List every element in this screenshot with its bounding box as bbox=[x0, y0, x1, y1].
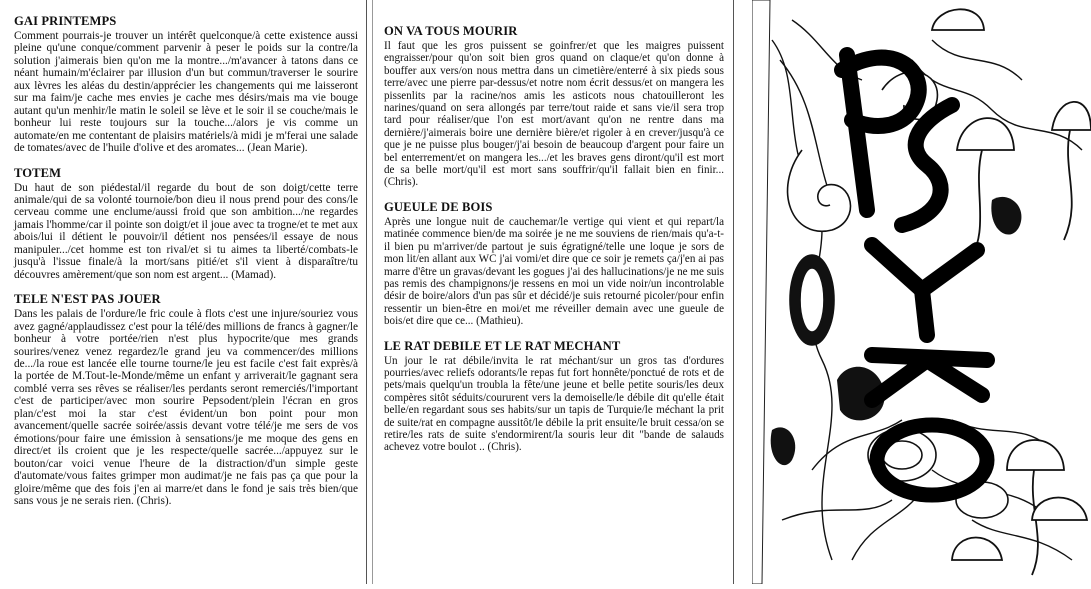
section-body: Du haut de son piédestal/il regarde du bout de son doigt/cette terre animale/qui de sa volonté tournoie/bon dieu il nous prend pour des cons/le cerveau comme une enclume/aussi froid que son ambition.../ne regardes jamais l'homme/car il pointe son doigt/et il joue avec ta trogne/et te met aux abois/lui il détient le pouvoir/il détient nos pensées/il essaye de nous manipuler.../cet homme est ton rival/et si tu aimes ta liberté/combats-le jusqu'à l'issue finale/à la mort/sans pitié/et s'il vient à disparaître/tu découvres amèrement/que son nom est argent... (Mamad). bbox=[14, 181, 358, 281]
middle-section bbox=[384, 200, 724, 328]
page-fold-right bbox=[733, 0, 734, 584]
left-section bbox=[14, 166, 358, 282]
section-title: TELE N'EST PAS JOUER bbox=[14, 292, 161, 307]
section-title: GUEULE DE BOIS bbox=[384, 199, 493, 214]
scan-edge-mark bbox=[372, 0, 373, 584]
section-body: Dans les palais de l'ordure/le fric coule à flots c'est une injure/souriez vous avez gagné/applaudissez c'est pour la télé/des millions de francs à gagner/le bonheur à votre portée/rien n'est plus hypocrite/que mes grands sourires/venez venez regardez/le grand jeu va commencer/des millions de.../la roue est lancée elle tourne tourne/le jeu est facile c'est fait exprès/à la portée de M.Tout-le-Monde/même un enfant y arriverait/le gagnant sera comblé verra ses rêves se réaliser/les perdants seront remerciés/l'important c'est de participer/avec mon sourire Pepsodent/plein l'écran en gros plan/c'est moi la star c'est évident/un bon point pour mon avancement/quelle sacrée soirée/assis devant votre télé/je me sers de vos émotions/pour faire une émission à sensations/je me moque des gens en direct/et ils croient que je les respecte/quelle sacrée.../appuyez sur le bouton/car voici venue l'heure de la distraction/d'un simple geste d'automate/vous faites grimper mon audimat/je ne fais pas ça que pour la gloire/même que des fois j'en ai marre/et dans le fond je sais très bien/que sans vous je ne serais rien. (Chris). bbox=[14, 308, 358, 507]
middle-text-column bbox=[380, 0, 726, 584]
middle-section bbox=[384, 24, 724, 189]
page-fold-left bbox=[366, 0, 367, 584]
section-body: Il faut que les gros puissent se goinfrer/et que les maigres puissent engraisser/pour qu'on soit bien gros quand on claque/et qu'on donne à bouffer aux vers/on nous mettra dans un cimetière/enterré à six pieds sous terre/avec une pierre par-dessus/et notre nom écrit dessus/et on mangera les pissenlits par la racine/nos amis les asticots nous chatouilleront les narines/quand on sera allongés par terre/tout raide et sans vie/il sera trop tard pour réaliser/que l'on est mort/avant qu'on ne rentre dans ma dernière/j'aimerais boire une dernière bière/et rigoler à en crever/jusqu'à ce que je ne puisse plus bouger/j'ai besoin de beaucoup d'argent pour faire un bel enterrement/et on mangera les.../et les braves gens diront/qu'il est mort de sa belle mort/qu'il est mort sans souffrir/qu'il fallait bien en finir... (Chris). bbox=[384, 40, 724, 189]
section-body: Après une longue nuit de cauchemar/le vertige qui vient et qui repart/la matinée commence bien/de ma soirée je ne me souviens de rien/mais qu'a-t-il bien pu m'arriver/de partout je suis égratigné/telle une loque je sors de mon lit/en allant aux WC j'ai vomi/et dire que ce soir je remets ça/j'en ai pas marre d'être un gravas/devant les gogues j'ai des hallucinations/je ne me suis pas remis des champignons/je ressens en moi un vide noir/un incontrolable désir de boire/alors d'un pas sûr et décidé/je suis retourné picoler/pour enfin ressentir un bien-être en moi/et me réveiller demain avec une gueule de bois/et dire que ce... (Mathieu). bbox=[384, 215, 724, 328]
cover-artwork bbox=[752, 0, 1091, 584]
section-title: LE RAT DEBILE ET LE RAT MECHANT bbox=[384, 338, 621, 353]
middle-section bbox=[384, 339, 724, 454]
section-title: ON VA TOUS MOURIR bbox=[384, 24, 518, 38]
section-body: Comment pourrais-je trouver un intérêt quelconque/à cette existence aussi pleine qu'une conque/comment parvenir à peser le poids sur la contre/la solution j'aimerais bien qu'on me la montre.../m'avancer à tatons dans ce néant humain/m'éclairer par illusion d'un but commun/traverser le sourire aux lèvres les aléas du destin/apprécier les changements qui me laisseront sur ma faim/je cache mes envies je cache mes désirs/mais ma vie bouge autant qu'un menhir/le matin le soleil se lève et le soir il se couche/mais le bonheur lui reste toujours sur la touche.../alors je vis comme un automate/en me contentant de plaisirs matériels/à midi je m'ferai une salade de tomates/avec de l'huile d'olive et des aromates... (Jean Marie). bbox=[14, 30, 358, 155]
cover-illustration bbox=[752, 0, 1091, 584]
section-body: Un jour le rat débile/invita le rat méchant/sur un gros tas d'ordures pourries/avec reliefs odorants/le repas fut fort honnête/ponctué de rots et de pets/mais quelqu'un troubla la fête/une jeune et belle petite souris/les deux compères sitôt séduits/coururent vers la demoiselle/le débile dit qu'elle était belle/en regardant sous ses habits/sur un tapis de Turquie/le méchant la prit de suite/rat en compagne aussitôt/le débile la prit ensuite/le bruit cessa/on se retire/les rats de suite s'endormirent/la souris leur dit "bande de salauds achevez votre boulot .. (Chris). bbox=[384, 354, 724, 454]
left-section bbox=[14, 14, 358, 155]
left-section bbox=[14, 292, 358, 507]
left-text-column bbox=[0, 0, 366, 584]
section-title: GAI PRINTEMPS bbox=[14, 14, 117, 28]
section-title: TOTEM bbox=[14, 165, 62, 180]
